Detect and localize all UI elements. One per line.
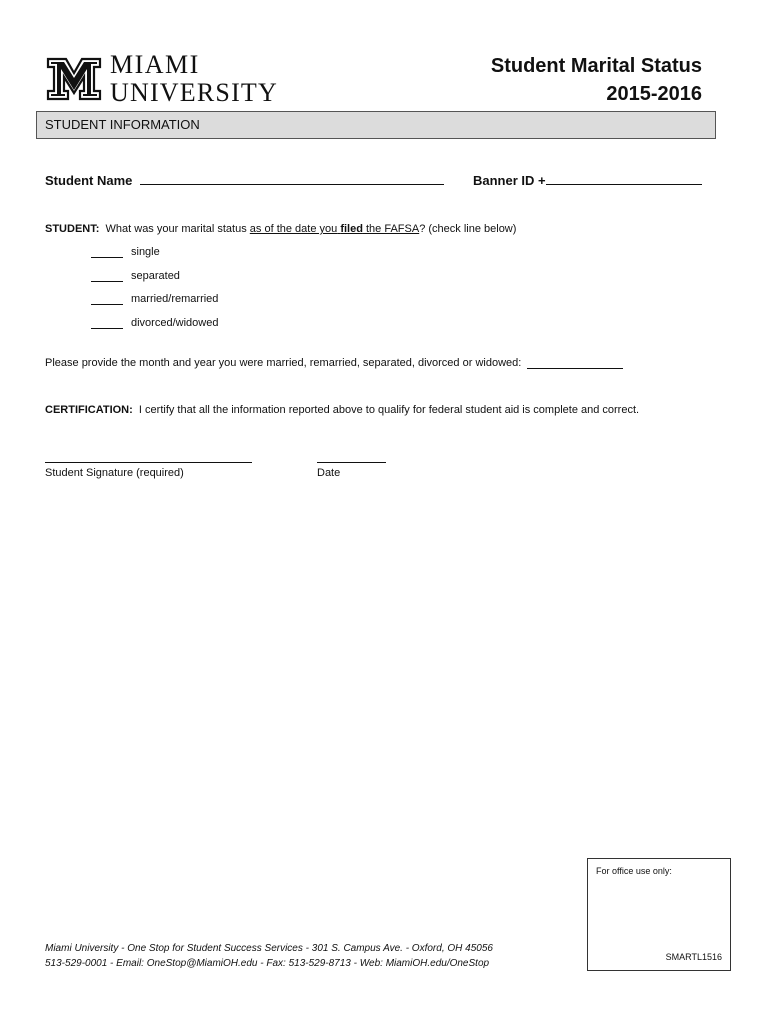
footer-line2: 513-529-0001 - Email: OneStop@MiamiOH.edu - Fax: 513-529-8713 - Web: MiamiOH.edu/OneStop xyxy=(45,958,490,969)
check-line[interactable] xyxy=(91,318,123,329)
question-text-after: ? (check line below) xyxy=(419,223,517,235)
office-use-box xyxy=(587,858,731,971)
signature-label: Student Signature (required) xyxy=(45,467,184,479)
student-name-label: Student Name xyxy=(45,173,133,188)
option-label: single xyxy=(131,246,160,258)
check-line[interactable] xyxy=(91,271,123,282)
banner-id-row xyxy=(473,171,702,188)
month-year-field[interactable] xyxy=(527,358,623,369)
option-separated[interactable] xyxy=(91,270,180,282)
question-label: STUDENT: xyxy=(45,223,100,235)
signature-line[interactable] xyxy=(45,462,252,463)
question-underlined-part2: the FAFSA xyxy=(366,223,420,235)
check-line[interactable] xyxy=(91,294,123,305)
question-underlined-bold: filed xyxy=(340,223,363,235)
month-year-prompt: Please provide the month and year you were married, remarried, separated, divorced or widowed: xyxy=(45,357,522,369)
form-title xyxy=(491,52,702,108)
miami-m-logo-icon xyxy=(46,57,102,101)
option-label: married/remarried xyxy=(131,293,219,305)
option-married-remarried[interactable] xyxy=(91,293,218,305)
check-line[interactable] xyxy=(91,247,123,258)
date-line[interactable] xyxy=(317,462,386,463)
banner-id-field[interactable] xyxy=(546,171,702,185)
form-code: SMARTL1516 xyxy=(665,952,722,962)
logo-line-university: UNIVERSITY xyxy=(110,78,278,107)
question-underlined-part1: as of the date you xyxy=(249,223,338,235)
form-title-year: 2015-2016 xyxy=(606,83,702,105)
miami-university-logo xyxy=(46,52,278,106)
month-year-row xyxy=(45,357,623,369)
banner-id-label: Banner ID + xyxy=(473,173,546,188)
certification-label: CERTIFICATION: xyxy=(45,404,133,416)
student-name-row xyxy=(45,171,444,188)
section-header-student-information: STUDENT INFORMATION xyxy=(36,111,716,139)
logo-line-miami: MIAMI xyxy=(110,50,200,79)
marital-status-question xyxy=(45,223,516,235)
student-name-field[interactable] xyxy=(140,171,444,185)
question-text-underlined xyxy=(250,223,419,235)
date-label: Date xyxy=(317,467,341,479)
option-single[interactable] xyxy=(91,246,160,258)
footer-contact xyxy=(45,941,493,971)
option-label: divorced/widowed xyxy=(131,317,219,329)
question-text-before: What was your marital status xyxy=(105,223,247,235)
footer-line1: Miami University - One Stop for Student Success Services - 301 S. Campus Ave. - Oxford, OH 45056 xyxy=(45,943,493,954)
form-title-line1: Student Marital Status xyxy=(490,55,702,77)
office-use-label: For office use only: xyxy=(596,866,672,876)
option-label: separated xyxy=(131,270,180,282)
certification-text: I certify that all the information reported above to qualify for federal student aid is complete and correct. xyxy=(138,404,640,416)
certification-statement xyxy=(45,404,639,416)
option-divorced-widowed[interactable] xyxy=(91,317,218,329)
